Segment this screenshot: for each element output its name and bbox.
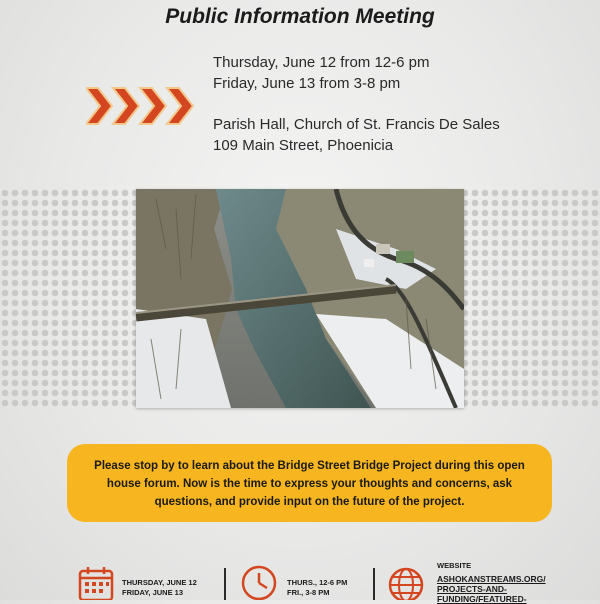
meeting-location-2: 109 Main Street, Phoenicia [213, 137, 394, 154]
calendar-icon [78, 566, 114, 600]
footer-time-1: THURS., 12-6 PM [287, 578, 348, 587]
meeting-details [213, 52, 500, 156]
website-url-line-3[interactable]: FUNDING/FEATURED- [437, 594, 527, 604]
footer-date-2: FRIDAY, JUNE 13 [122, 588, 183, 597]
dot-pattern-left [0, 188, 140, 408]
info-callout [67, 444, 552, 522]
footer-website [437, 561, 546, 604]
website-url-line-1[interactable]: ASHOKANSTREAMS.ORG/ [437, 574, 546, 584]
page-title: Public Information Meeting [165, 5, 435, 28]
meeting-location-1: Parish Hall, Church of St. Francis De Sales [213, 116, 500, 133]
chevron-arrows-icon [86, 86, 196, 126]
footer-time-2: FRI., 3-8 PM [287, 588, 330, 597]
website-label: WEBSITE [437, 561, 472, 570]
clock-icon [240, 564, 278, 600]
meeting-date-1: Thursday, June 12 from 12-6 pm [213, 54, 430, 71]
meeting-date-2: Friday, June 13 from 3-8 pm [213, 75, 401, 92]
footer-date-1: THURSDAY, JUNE 12 [122, 578, 197, 587]
bridge-aerial-photo [136, 189, 464, 408]
website-url-line-2[interactable]: PROJECTS-AND- [437, 584, 507, 594]
footer-dates [122, 578, 197, 598]
globe-icon [387, 566, 425, 600]
footer-divider-1 [224, 568, 226, 600]
footer-times [287, 578, 347, 598]
footer-divider-2 [373, 568, 375, 600]
callout-text: Please stop by to learn about the Bridge Street Bridge Project during this open house forum. Now is the time to express your thoughts and concerns, ask questions, and provide input on the future of the project. [94, 460, 525, 508]
dot-pattern-right [460, 188, 600, 408]
